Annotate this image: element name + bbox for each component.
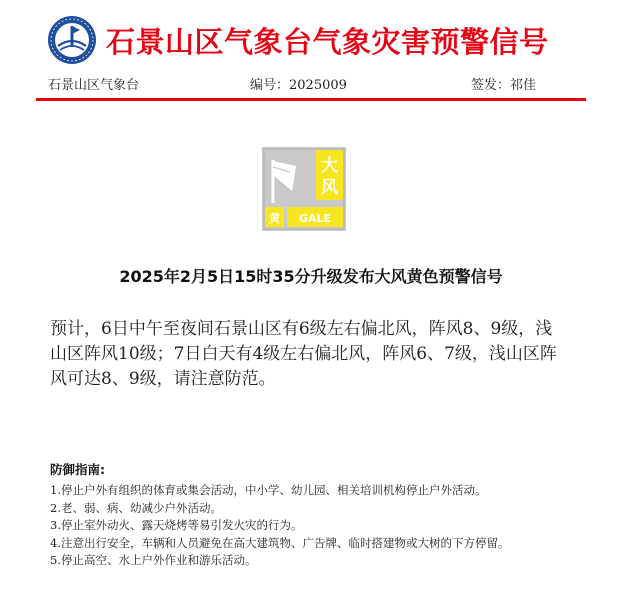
signal-level-char: 黄 <box>269 212 280 225</box>
guide-item: 5.停止高空、水上户外作业和游乐活动。 <box>50 553 257 567</box>
guide-item: 4.注意出行安全，车辆和人员避免在高大建筑物、广告牌、临时搭建物或大树的下方停留。 <box>50 535 510 550</box>
forecast-line: 预计，6日中午至夜间石景山区有6级左右偏北风，阵风8、9级，浅 <box>50 319 553 339</box>
guide-item: 2.老、弱、病、幼减少户外活动。 <box>50 500 222 515</box>
guide-item: 1.停止户外有组织的体育或集会活动，中小学、幼儿园、相关培训机构停止户外活动。 <box>50 483 487 497</box>
gale-yellow-signal-icon <box>262 147 346 231</box>
forecast-line: 山区阵风10级；7日白天有4级左右偏北风，阵风6、7级，浅山区阵 <box>50 344 557 364</box>
issuing-organization: 石景山区气象台 <box>48 78 140 93</box>
header-divider <box>36 98 586 101</box>
forecast-line: 风可达8、9级，请注意防范。 <box>50 369 276 389</box>
document-number: 编号：2025009 <box>250 78 347 93</box>
cma-logo-icon <box>46 14 98 66</box>
signal-english-label: GALE <box>298 212 332 225</box>
guide-list <box>50 482 590 570</box>
signer: 签发：祁佳 <box>471 78 537 93</box>
forecast-paragraph <box>50 317 576 392</box>
document-title: 石景山区气象台气象灾害预警信号 <box>106 25 549 59</box>
signal-name-char-1: 大 <box>321 156 338 176</box>
guide-title: 防御指南: <box>50 462 105 477</box>
warning-headline: 2025年2月5日15时35分升级发布大风黄色预警信号 <box>119 267 503 286</box>
guide-item: 3.停止室外动火、露天烧烤等易引发火灾的行为。 <box>50 518 303 532</box>
signal-name-char-2: 风 <box>321 178 338 198</box>
meta-row <box>0 74 622 94</box>
